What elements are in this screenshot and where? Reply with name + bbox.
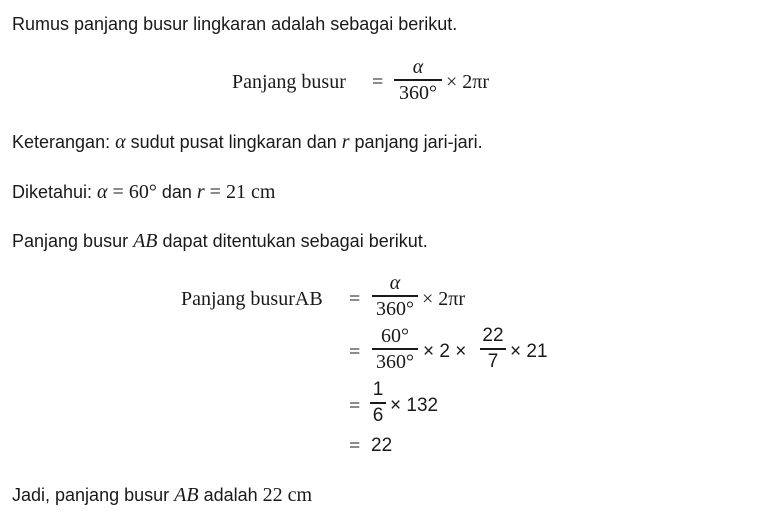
step1-rhs: × 2πr xyxy=(422,288,466,310)
panjang-ab-prefix: Panjang busur xyxy=(12,231,134,251)
steps-lhs: Panjang busurAB xyxy=(181,288,323,310)
diketahui-alpha: α xyxy=(97,181,108,203)
step2-fraction-1 xyxy=(372,325,418,373)
step3-denominator: 6 xyxy=(372,404,384,426)
keterangan-line xyxy=(12,131,483,153)
formula-numerator: α xyxy=(412,56,424,78)
step1-numerator: α xyxy=(389,272,401,294)
formula-fraction xyxy=(394,56,442,104)
fraction-bar xyxy=(480,348,506,350)
step3-fraction xyxy=(370,379,386,427)
diketahui-dan: dan xyxy=(156,182,197,202)
keterangan-prefix: Keterangan: xyxy=(12,132,116,152)
step1-fraction xyxy=(372,272,418,320)
diketahui-line xyxy=(12,181,275,203)
intro-text: Rumus panjang busur lingkaran adalah sebagai berikut. xyxy=(12,14,458,34)
fraction-bar xyxy=(370,402,386,404)
formula-rhs: × 2πr xyxy=(446,71,490,93)
step3-rhs: × 132 xyxy=(390,395,439,416)
conclusion-mid: adalah xyxy=(198,485,263,505)
panjang-ab-ab: AB xyxy=(133,230,158,252)
conclusion-prefix: Jadi, panjang busur xyxy=(12,485,175,505)
steps-eq-2: = xyxy=(349,341,361,363)
step3-numerator: 1 xyxy=(372,379,384,400)
steps-eq-1: = xyxy=(349,288,361,310)
steps-eq-3: = xyxy=(349,395,361,417)
diketahui-eq1: = 60° xyxy=(107,181,157,203)
diketahui-prefix: Diketahui: xyxy=(12,182,98,202)
step1-denominator: 360° xyxy=(376,297,414,320)
step2-mid: × 2 × xyxy=(423,341,467,362)
fraction-bar xyxy=(394,79,442,81)
formula-equals: = xyxy=(372,71,384,93)
step2-rhs: × 21 xyxy=(510,341,548,362)
formula-lhs: Panjang busur xyxy=(232,71,346,93)
diketahui-eq2: = 21 cm xyxy=(204,181,276,203)
conclusion-line xyxy=(12,484,312,506)
conclusion-ab: AB xyxy=(174,484,199,506)
step2-denominator-1: 360° xyxy=(376,350,414,373)
steps-eq-4: = xyxy=(349,435,361,457)
panjang-ab-suffix: dapat ditentukan sebagai berikut. xyxy=(157,231,428,251)
fraction-bar xyxy=(372,295,418,297)
step2-denominator-2: 7 xyxy=(487,350,499,372)
conclusion-value: 22 cm xyxy=(262,484,313,506)
keterangan-mid: sudut pusat lingkaran dan xyxy=(125,132,342,152)
fraction-bar xyxy=(372,348,418,350)
keterangan-r: r xyxy=(341,131,350,153)
panjang-ab-line xyxy=(12,230,428,252)
formula-denominator: 360° xyxy=(399,81,437,104)
step2-numerator-1: 60° xyxy=(381,325,409,347)
keterangan-alpha: α xyxy=(115,131,126,153)
step2-numerator-2: 22 xyxy=(482,325,504,346)
step4-value: 22 xyxy=(371,435,393,456)
step2-fraction-2 xyxy=(480,325,506,373)
diketahui-r: r xyxy=(196,181,205,203)
keterangan-suffix: panjang jari-jari. xyxy=(349,132,483,152)
